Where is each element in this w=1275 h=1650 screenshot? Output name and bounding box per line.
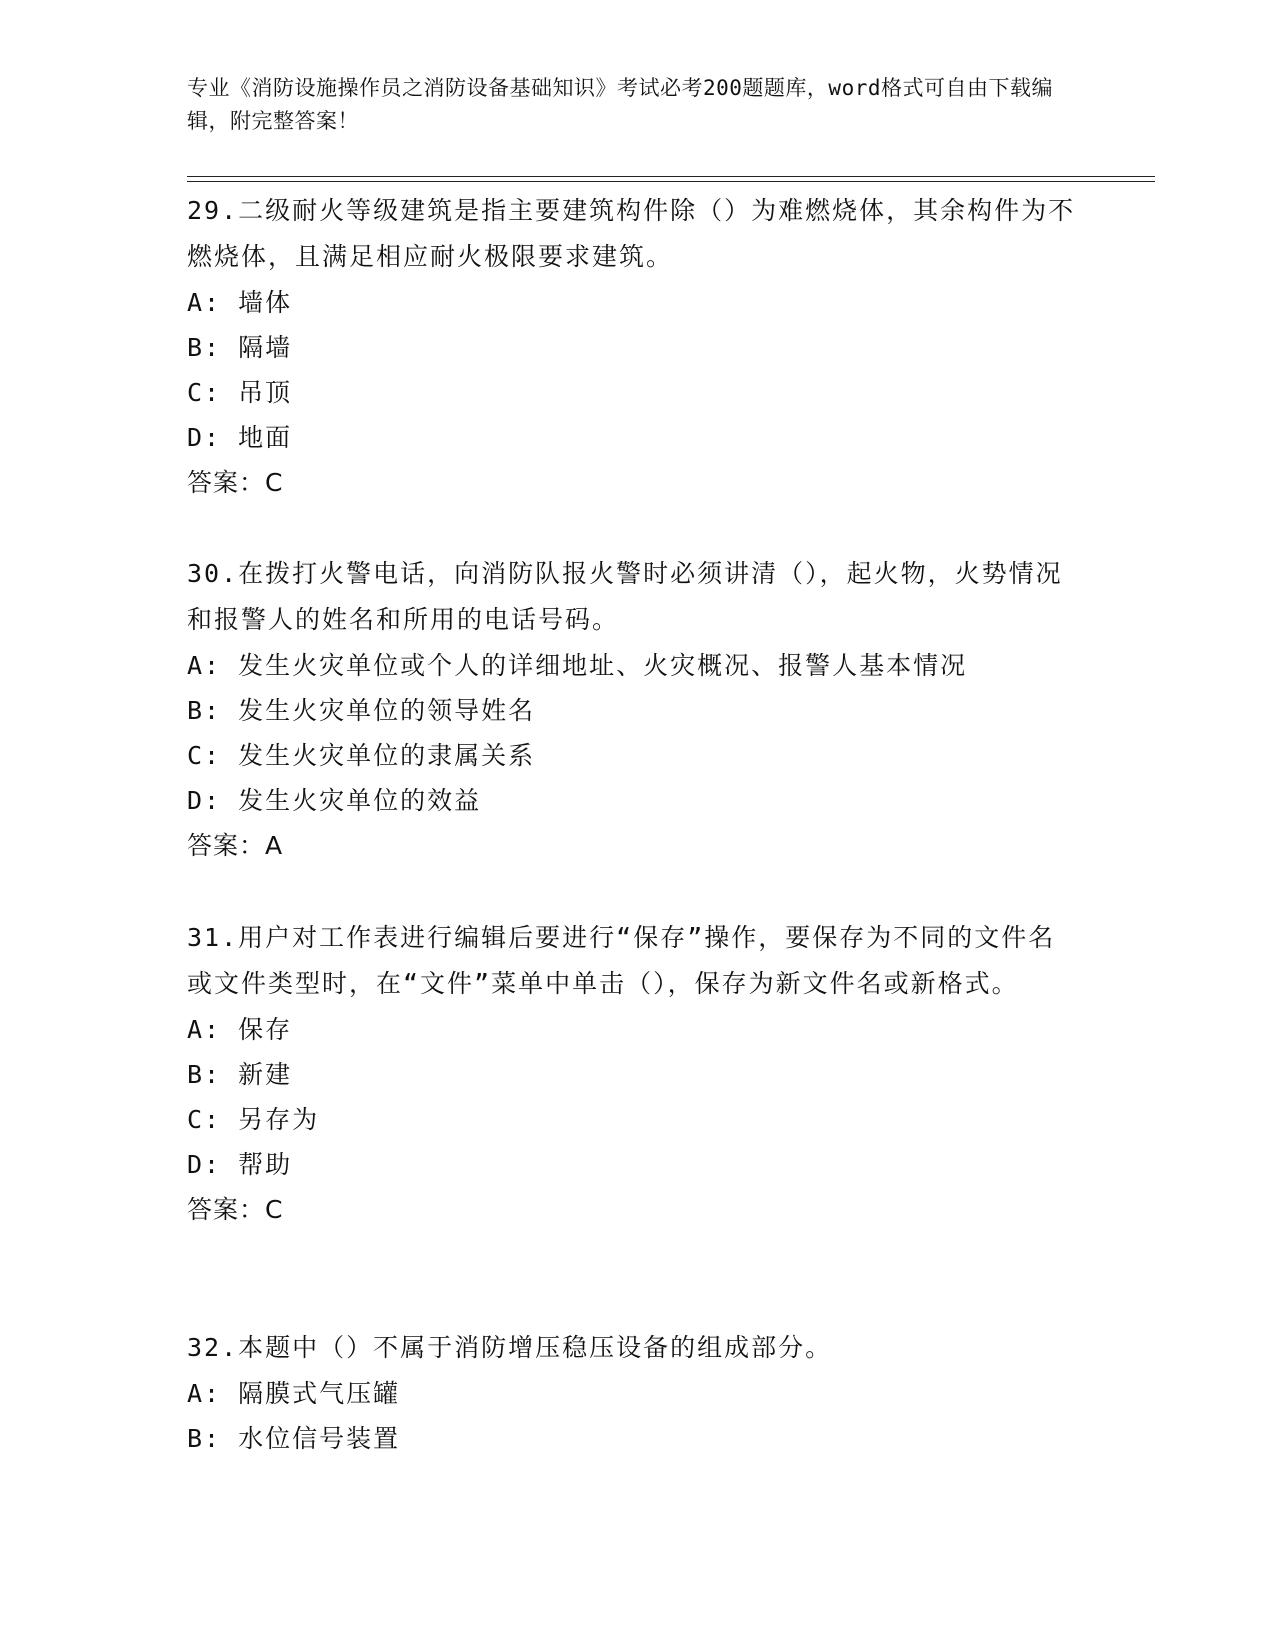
option-a: A: 墙体 (187, 288, 293, 317)
question-text: 31.用户对工作表进行编辑后要进行“保存”操作，要保存为不同的文件名或文件类型时，在“文件”菜单中单击（），保存为新文件名或新格式。 (187, 923, 1056, 998)
answer: 答案：C (187, 468, 284, 497)
option-b: B: 水位信号装置 (187, 1424, 401, 1453)
question-29 (187, 188, 1077, 505)
option-b: B: 发生火灾单位的领导姓名 (187, 696, 536, 725)
option-c: C: 吊顶 (187, 378, 293, 407)
question-31 (187, 915, 1077, 1232)
option-c: C: 发生火灾单位的隶属关系 (187, 741, 536, 770)
option-d: D: 发生火灾单位的效益 (187, 786, 482, 815)
option-d: D: 帮助 (187, 1150, 293, 1179)
option-b: B: 新建 (187, 1060, 293, 1089)
question-text: 29.二级耐火等级建筑是指主要建筑构件除（）为难燃烧体，其余构件为不燃烧体，且满足相应耐火极限要求建筑。 (187, 196, 1076, 271)
option-c: C: 另存为 (187, 1105, 320, 1134)
question-30 (187, 551, 1077, 868)
question-text: 30.在拨打火警电话，向消防队报火警时必须讲清（），起火物，火势情况和报警人的姓名和所用的电话号码。 (187, 559, 1063, 634)
answer: 答案：C (187, 1195, 284, 1224)
question-text: 32.本题中（）不属于消防增压稳压设备的组成部分。 (187, 1333, 833, 1362)
option-d: D: 地面 (187, 423, 293, 452)
question-32 (187, 1325, 1077, 1461)
option-a: A: 隔膜式气压罐 (187, 1379, 401, 1408)
answer: 答案：A (187, 831, 284, 860)
header-divider-bottom (187, 181, 1155, 182)
header-divider-top (187, 176, 1155, 177)
option-b: B: 隔墙 (187, 333, 293, 362)
option-a: A: 保存 (187, 1015, 293, 1044)
document-header: 专业《消防设施操作员之消防设备基础知识》考试必考200题题库，word格式可自由下载编辑，附完整答案！ (187, 76, 1053, 133)
option-a: A: 发生火灾单位或个人的详细地址、火灾概况、报警人基本情况 (187, 651, 968, 680)
